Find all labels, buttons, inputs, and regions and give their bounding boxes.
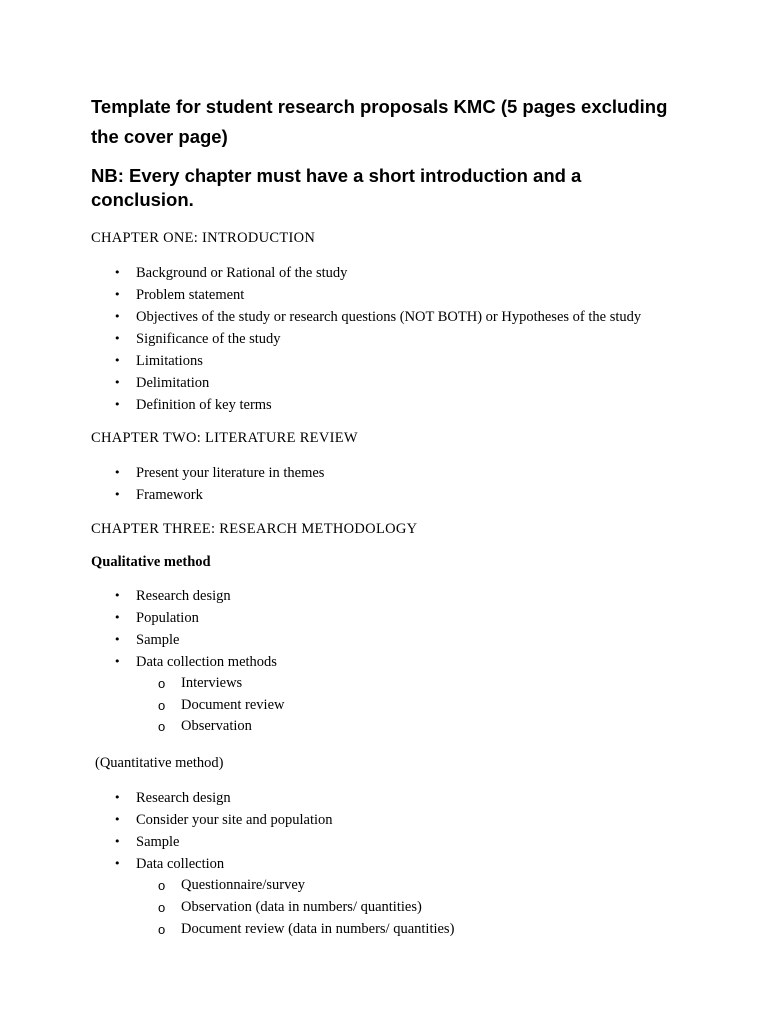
bullet-icon: • [114,310,121,323]
circle-bullet-icon: o [158,921,166,937]
list-item: • Objectives of the study or research questions (NOT BOTH) or Hypotheses of the study [91,306,678,328]
qualitative-heading: Qualitative method [91,554,211,570]
circle-bullet-icon: o [158,697,166,713]
circle-bullet-icon: o [158,899,166,915]
list-item: • Consider your site and population [91,809,678,831]
list-item: • Sample [91,831,678,853]
qualitative-list [91,585,678,673]
list-item: • Background or Rational of the study [91,262,678,284]
sub-list-item: o Observation [91,716,678,738]
sub-list-item: o Document review [91,695,678,717]
circle-bullet-icon: o [158,878,166,894]
quantitative-heading: (Quantitative method) [95,755,224,772]
bullet-icon: • [114,488,121,501]
bullet-icon: • [114,791,121,805]
list-item: • Limitations [91,350,678,372]
sub-list-item: o Document review (data in numbers/ quantities) [91,919,678,941]
bullet-icon: • [114,288,121,301]
bullet-icon: • [114,589,121,602]
list-item: • Delimitation [91,372,678,394]
list-item: • Significance of the study [91,328,678,350]
quantitative-sublist [91,875,678,940]
quantitative-list [91,787,678,875]
bullet-icon: • [114,633,121,646]
nb-note: NB: Every chapter must have a short introduction and a conclusion. [91,165,582,210]
bullet-icon: • [114,655,121,668]
bullet-icon: • [114,266,121,279]
chapter-two-heading: CHAPTER TWO: LITERATURE REVIEW [91,430,358,446]
sub-list-item: o Observation (data in numbers/ quantities) [91,897,678,919]
list-item: • Problem statement [91,284,678,306]
list-item: • Population [91,607,678,629]
chapter-three-heading: CHAPTER THREE: RESEARCH METHODOLOGY [91,521,418,537]
chapter-two-list [91,462,678,506]
chapter-one-heading: CHAPTER ONE: INTRODUCTION [91,230,316,246]
sub-list-item: o Questionnaire/survey [91,875,678,897]
bullet-icon: • [114,466,121,479]
chapter-one-list [91,262,678,416]
document-title: Template for student research proposals KMC (5 pages excluding the cover page) [91,96,668,147]
bullet-icon: • [114,376,121,389]
bullet-icon: • [114,813,121,827]
bullet-icon: • [114,857,121,871]
bullet-icon: • [114,611,121,624]
circle-bullet-icon: o [158,719,166,735]
bullet-icon: • [114,332,121,345]
qualitative-sublist [91,673,678,738]
list-item: • Framework [91,484,678,506]
list-item: • Research design [91,787,678,809]
list-item: • Present your literature in themes [91,462,678,484]
bullet-icon: • [114,354,121,367]
list-item: • Data collection methods [91,651,678,673]
list-item: • Definition of key terms [91,394,678,416]
circle-bullet-icon: o [158,676,166,691]
bullet-icon: • [114,835,121,849]
list-item: • Data collection [91,853,678,875]
list-item: • Research design [91,585,678,607]
list-item: • Sample [91,629,678,651]
bullet-icon: • [114,398,121,411]
sub-list-item: o Interviews [91,673,678,695]
